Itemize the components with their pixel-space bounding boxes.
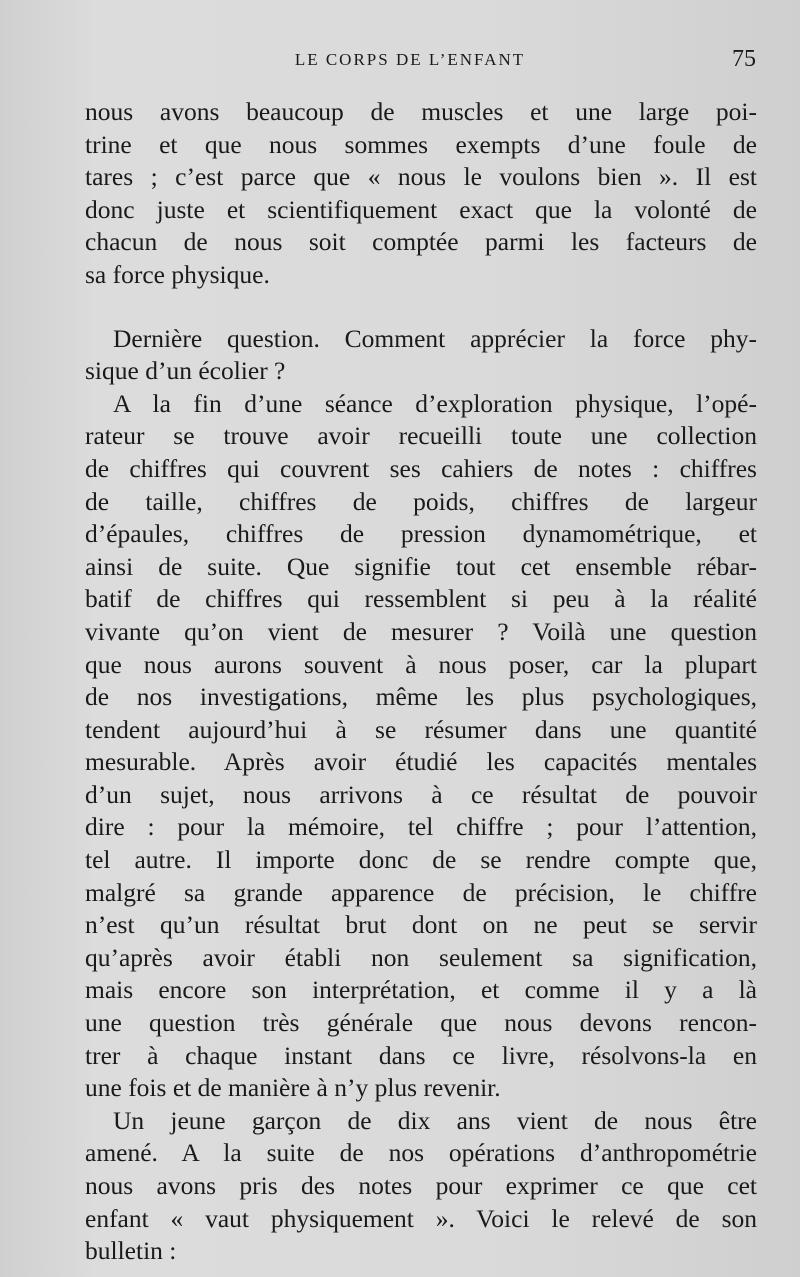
text-line: mais encore son interprétation, et comme il y a là — [85, 975, 757, 1005]
text-line: nous avons beaucoup de muscles et une large poi- — [85, 97, 757, 126]
text-line: tares ; c’est parce que « nous le voulons bien ». Il est — [85, 162, 757, 192]
text-line: d’épaules, chiffres de pression dynamométrique, et — [85, 519, 757, 549]
text-line: n’est qu’un résultat brut dont on ne peut se servir — [85, 910, 757, 940]
text-line: trer à chaque instant dans ce livre, résolvons-la en — [85, 1040, 757, 1070]
text-line: sique d’un écolier ? — [85, 356, 286, 386]
text-line: d’un sujet, nous arrivons à ce résultat de pouvoir — [85, 779, 757, 809]
text-line: malgré sa grande apparence de précision, le chiffre — [85, 877, 757, 907]
running-head — [0, 46, 800, 76]
text-line: chacun de nous soit comptée parmi les facteurs de — [85, 227, 757, 257]
text-line: bulletin : — [85, 1236, 177, 1266]
text-line: mesurable. Après avoir étudié les capacités mentales — [85, 747, 757, 777]
text-line: qu’après avoir établi non seulement sa signification, — [85, 942, 757, 972]
text-line: de taille, chiffres de poids, chiffres de largeur — [85, 486, 757, 516]
text-line: que nous aurons souvent à nous poser, car la plupart — [85, 649, 757, 679]
text-line: donc juste et scientifiquement exact que la volonté de — [85, 194, 757, 224]
paragraph — [85, 96, 757, 292]
text-line: amené. A la suite de nos opérations d’anthropométrie — [85, 1138, 757, 1168]
text-line: tel autre. Il importe donc de se rendre compte que, — [85, 845, 757, 875]
text-line: A la fin d’une séance d’exploration physique, l’opé- — [113, 388, 757, 418]
text-line: ainsi de suite. Que signifie tout cet ensemble rébar- — [85, 551, 757, 581]
text-line: vivante qu’on vient de mesurer ? Voilà une question — [85, 616, 757, 646]
text-line: dire : pour la mémoire, tel chiffre ; pour l’attention, — [85, 812, 757, 842]
page-number: 75 — [732, 46, 756, 72]
paragraph — [85, 1105, 757, 1268]
text-line: de nos investigations, même les plus psychologiques, — [85, 682, 757, 712]
text-line: Dernière question. Comment apprécier la force phy- — [113, 323, 757, 353]
text-line: rateur se trouve avoir recueilli toute une collection — [85, 421, 757, 451]
text-line: tendent aujourd’hui à se résumer dans une quantité — [85, 714, 757, 744]
text-line: batif de chiffres qui ressemblent si peu à la réalité — [85, 584, 757, 614]
paragraph — [85, 388, 757, 1105]
text-line: nous avons pris des notes pour exprimer ce que cet — [85, 1171, 757, 1200]
text-line: Un jeune garçon de dix ans vient de nous être — [113, 1105, 757, 1135]
text-line: enfant « vaut physiquement ». Voici le relevé de son — [85, 1203, 757, 1233]
text-line: trine et que nous sommes exempts d’une foule de — [85, 129, 757, 159]
paragraph — [85, 323, 757, 388]
text-line: de chiffres qui couvrent ses cahiers de notes : chiffres — [85, 453, 757, 483]
page-body — [85, 96, 757, 1268]
running-title: LE CORPS DE L’ENFANT — [294, 50, 526, 69]
text-line: une fois et de manière à n’y plus revenir. — [85, 1073, 501, 1103]
text-line: une question très générale que nous devons rencon- — [85, 1008, 757, 1038]
paragraph-gap — [85, 292, 757, 323]
text-line: sa force physique. — [85, 259, 270, 289]
